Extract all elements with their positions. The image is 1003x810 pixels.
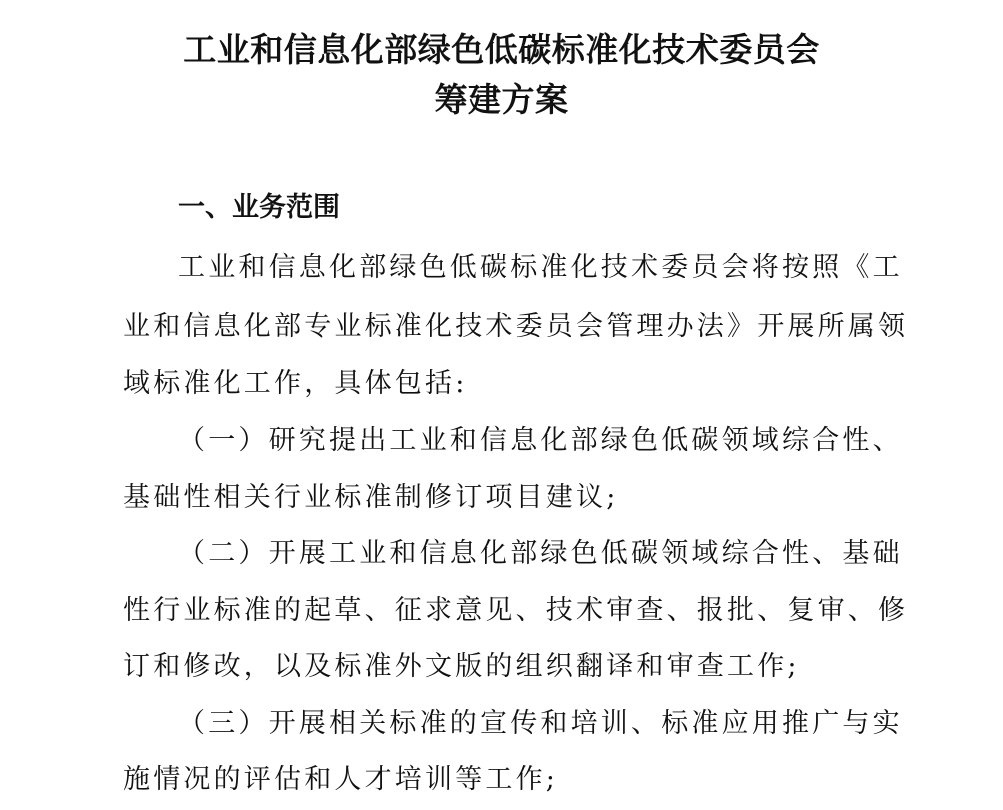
body-text-line: 域标准化工作，具体包括: — [123, 368, 468, 399]
body-text-line: （一）研究提出工业和信息化部绿色低碳领域综合性、 — [178, 425, 903, 456]
section-heading: 一、业务范围 — [178, 192, 340, 223]
body-text-line: （三）开展相关标准的宣传和培训、标准应用推广与实 — [178, 708, 903, 739]
body-text-line: 工业和信息化部绿色低碳标准化技术委员会将按照《工 — [178, 252, 903, 283]
body-text-line: 业和信息化部专业标准化技术委员会管理办法》开展所属领 — [123, 311, 909, 342]
body-text-line: 性行业标准的起草、征求意见、技术审查、报批、复审、修 — [123, 595, 909, 626]
body-text-line: 基础性相关行业标准制修订项目建议; — [123, 482, 619, 513]
document-title-line-2: 筹建方案 — [434, 80, 569, 119]
document-title-line-1: 工业和信息化部绿色低碳标准化技术委员会 — [183, 30, 820, 69]
body-text-line: 订和修改，以及标准外文版的组织翻译和审查工作; — [123, 651, 800, 682]
body-text-line: 施情况的评估和人才培训等工作; — [123, 764, 559, 795]
body-text-line: （二）开展工业和信息化部绿色低碳领域综合性、基础 — [178, 538, 903, 569]
